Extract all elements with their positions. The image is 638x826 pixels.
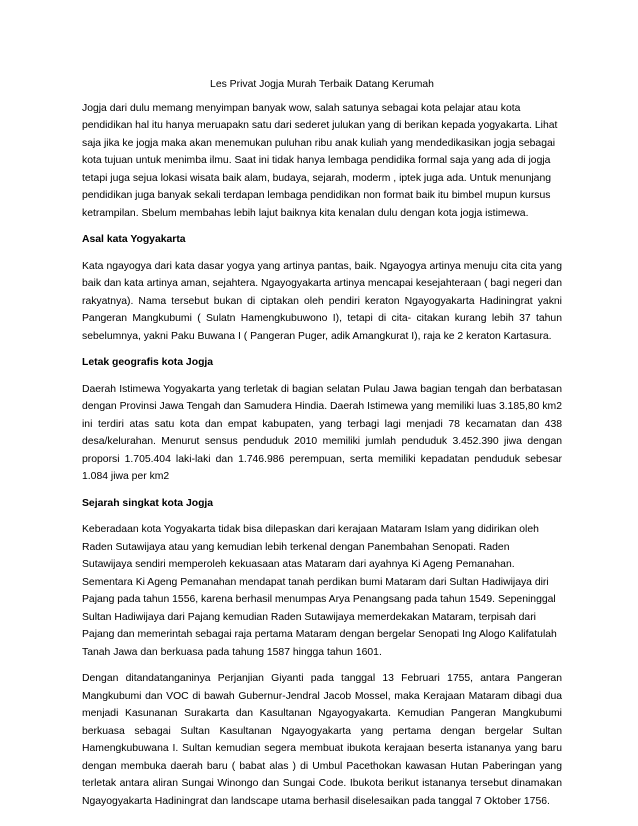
section-paragraph: Daerah Istimewa Yogyakarta yang terletak di bagian selatan Pulau Jawa bagian tengah dan berbatasan dengan Provinsi Jawa Tengah dan Samudera Hindia. Daerah Istimewa yang memiliki luas 3.185,80 km2 ini terdiri atas satu kota dan empat kabupaten, yang terbagi lagi menjadi 78 kecamatan dan 438 desa/kelurahan. Menurut sensus penduduk 2010 memiliki jumlah penduduk 3.452.390 jiwa dengan proporsi 1.705.404 laki-laki dan 1.746.986 perempuan, serta memiliki kepadatan penduduk sebesar 1.084 jiwa per km2	[82, 383, 562, 482]
document-body	[82, 76, 562, 819]
document-title: Les Privat Jogja Murah Terbaik Datang Kerumah	[210, 79, 434, 90]
section-paragraph: Keberadaan kota Yogyakarta tidak bisa dilepaskan dari kerajaan Mataram Islam yang didirikan oleh Raden Sutawijaya atau yang kemudian lebih terkenal dengan Panembahan Senopati. Raden Sutawijaya sendiri memperoleh kekuasaan atas Mataram dari ayahnya Ki Ageng Pemanahan. Sementara Ki Ageng Pemanahan mendapat tanah perdikan bumi Mataram dari Sultan Hadiwijaya diri Pajang pada tahun 1556, karena berhasil menumpas Arya Penangsang pada tahun 1549. Sepeninggal Sultan Hadiwijaya dari Pajang kemudian Raden Sutawijaya memerdekakan Mataram, terpisah dari Pajang dan memerintah sebagai raja pertama Mataram dengan bergelar Senopati Ing Alogo Kalifatulah Tanah Jawa dan berkuasa pada tahung 1587 hingga tahun 1601.	[82, 524, 557, 658]
section-paragraph: Dengan ditandatanganinya Perjanjian Giyanti pada tanggal 13 Februari 1755, antara Pangeran Mangkubumi dan VOC di bawah Gubernur-Jendral Jacob Mossel, maka Kerajaan Mataram dibagi dua menjadi Kasunanan Surakarta dan Kasultanan Ngayogyakarta. Kemudian Pangeran Mangkubumi berkuasa sebagai Sultan Kasultanan Ngayogyakarta yang pertama dengan bergelar Sultan Hamengkubuwana I. Sultan kemudian segera membuat ibukota kerajaan beserta istananya yang baru dengan membuka daerah baru ( babat alas ) di Umbul Pacethokan kawasan Hutan Paberingan yang terletak antara aliran Sungai Winongo dan Sungai Code. Ibukota berikut istananya tersebut dinamakan Ngayogyakarta Hadiningrat dan landscape utama berhasil diselesaikan pada tanggal 7 Oktober 1756.	[82, 673, 562, 807]
section-paragraph: Kata ngayogya dari kata dasar yogya yang artinya pantas, baik. Ngayogya artinya menuju cita cita yang baik dan kata artinya aman, sejahtera. Ngayogyakarta artinya mencapai kesejahteraan ( bagi negeri dan rakyatnya). Nama tersebut bukan di ciptakan oleh pendiri keraton Ngayogyakarta Hadiningrat yakni Pangeran Mangkubumi ( Sulatn Hamengkubuwono I), tetapi di cita- citakan kurang lebih 37 tahun sebelumnya, yakni Paku Buwana I ( Pangeran Puger, adik Amangkurat I), raja ke 2 keraton Kartasura.	[82, 260, 562, 342]
section-heading-sejarah: Sejarah singkat kota Jogja	[82, 497, 214, 509]
section-heading-letak-geografis: Letak geografis kota Jogja	[82, 357, 214, 368]
intro-paragraph: Jogja dari dulu memang menyimpan banyak wow, salah satunya sebagai kota pelajar atau kota pendidikan hal itu hanya meruapakn satu dari sederet julukan yang di berikan kepada yogyakarta. Lihat saja jika ke jogja maka akan menemukan puluhan ribu anak kuliah yang mendedikasikan jogja sebagai kota tujuan untuk menimba ilmu. Saat ini tidak hanya lembaga pendidika formal saja yang ada di jogja tetapi juga sejua lokasi wisata baik alam, budaya, sejarah, moderm , iptek juga ada. Untuk menunjang pendidikan juga banyak sekali terdapan lembaga pendidikan non format baik itu bimbel mupun kursus ketrampilan. Sbelum membahas lebih lajut baiknya kita kenalan dulu dengan kota jogja istimewa.	[82, 102, 558, 219]
section-heading-asal-kata: Asal kata Yogyakarta	[82, 234, 186, 245]
